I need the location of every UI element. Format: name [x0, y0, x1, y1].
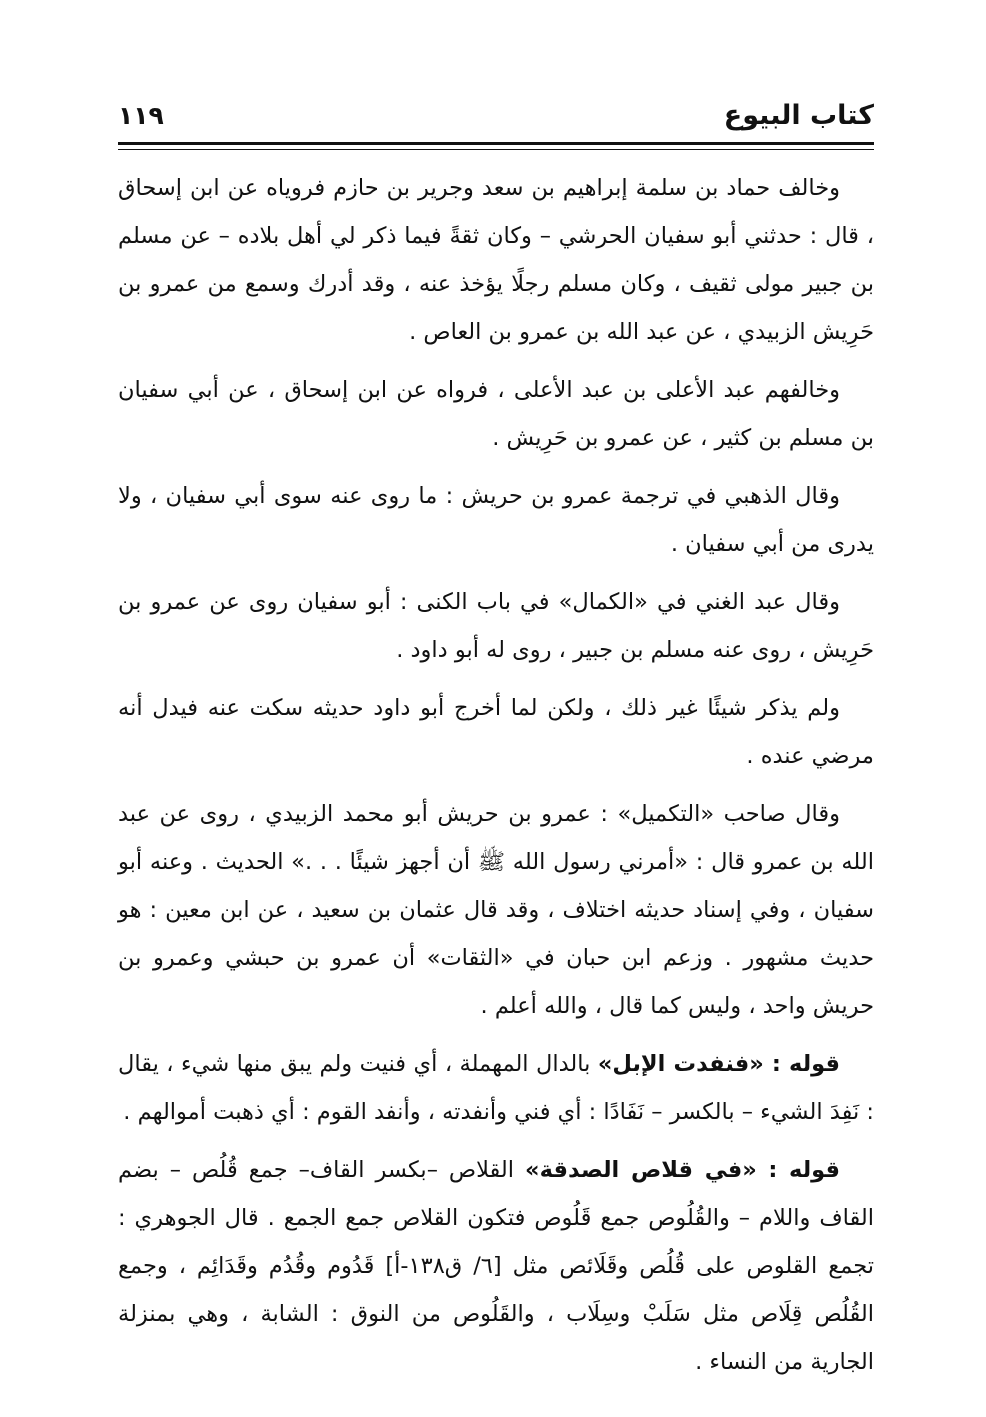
paragraph-6 [118, 790, 874, 1030]
paragraph-text: وقال عبد الغني في «الكمال» في باب الكنى : أبو سفيان روى عن عمرو بن حَرِيش ، روى عنه مسلم بن جبير ، روى له أبو داود . [118, 589, 874, 663]
paragraph-lead: قوله : «في قلاص الصدقة» [525, 1157, 840, 1183]
header-rule-thin [118, 149, 874, 150]
paragraph-text: القلاص –بكسر القاف– جمع قُلُص – بضم القاف واللام – والقُلُوص جمع قَلُوص فتكون القلاص جمع الجمع . قال الجوهري : تجمع القلوص على قُلُص وقَلَائص مثل [٦/ ق١٣٨-أ] قَدُوم وقُدُم وقَدَائِم ، وجمع القُلُص قِلَاص مثل سَلَبْ وسِلَاب ، والقَلُوص من النوق : الشابة ، وهي بمنزلة الجارية من النساء . [118, 1157, 874, 1375]
paragraph-text: وخالفهم عبد الأعلى بن عبد الأعلى ، فرواه عن ابن إسحاق ، عن أبي سفيان بن مسلم بن كثير ، عن عمرو بن حَرِيش . [118, 377, 874, 451]
paragraph-3 [118, 472, 874, 568]
paragraph-4 [118, 578, 874, 674]
running-header [118, 94, 874, 142]
paragraph-lead: قوله : «فنفدت الإبل» [597, 1051, 840, 1077]
paragraph-7 [118, 1040, 874, 1136]
page-number: ١١٩ [118, 101, 164, 130]
body-text [118, 164, 874, 1386]
paragraph-1 [118, 164, 874, 356]
paragraph-text: وقال الذهبي في ترجمة عمرو بن حريش : ما روى عنه سوى أبي سفيان ، ولا يدرى من أبي سفيان . [118, 483, 874, 557]
paragraph-text: وقال صاحب «التكميل» : عمرو بن حريش أبو محمد الزبيدي ، روى عن عبد الله بن عمرو قال : «أمرني رسول الله ﷺ أن أجهز شيئًا . . .» الحديث . وعنه أبو سفيان ، وفي إسناد حديثه اختلاف ، وقد قال عثمان بن سعيد ، عن ابن معين : هو حديث مشهور . وزعم ابن حبان في «الثقات» أن عمرو بن حبشي وعمرو بن حريش واحد ، وليس كما قال ، والله أعلم . [118, 801, 874, 1019]
header-rule-thick [118, 142, 874, 145]
paragraph-8 [118, 1146, 874, 1386]
paragraph-text: بالدال المهملة ، أي فنيت ولم يبق منها شيء ، يقال : نَفِدَ الشيء – بالكسر – نَفَادًا : أي فني وأنفدته ، وأنفد القوم : أي ذهبت أموالهم . [118, 1051, 874, 1125]
paragraph-text: ولم يذكر شيئًا غير ذلك ، ولكن لما أخرج أبو داود حديثه سكت عنه فيدل أنه مرضي عنده . [118, 695, 874, 769]
paragraph-5 [118, 684, 874, 780]
page [118, 94, 874, 1384]
paragraph-2 [118, 366, 874, 462]
paragraph-text: وخالف حماد بن سلمة إبراهيم بن سعد وجرير بن حازم فروياه عن ابن إسحاق ، قال : حدثني أبو سفيان الحرشي – وكان ثقةً فيما ذكر لي أهل بلاده – عن مسلم بن جبير مولى ثقيف ، وكان مسلم رجلًا يؤخذ عنه ، وقد أدرك وسمع من عمرو بن حَرِيش الزبيدي ، عن عبد الله بن عمرو بن العاص . [118, 175, 874, 345]
chapter-title: كتاب البيوع [723, 100, 874, 131]
